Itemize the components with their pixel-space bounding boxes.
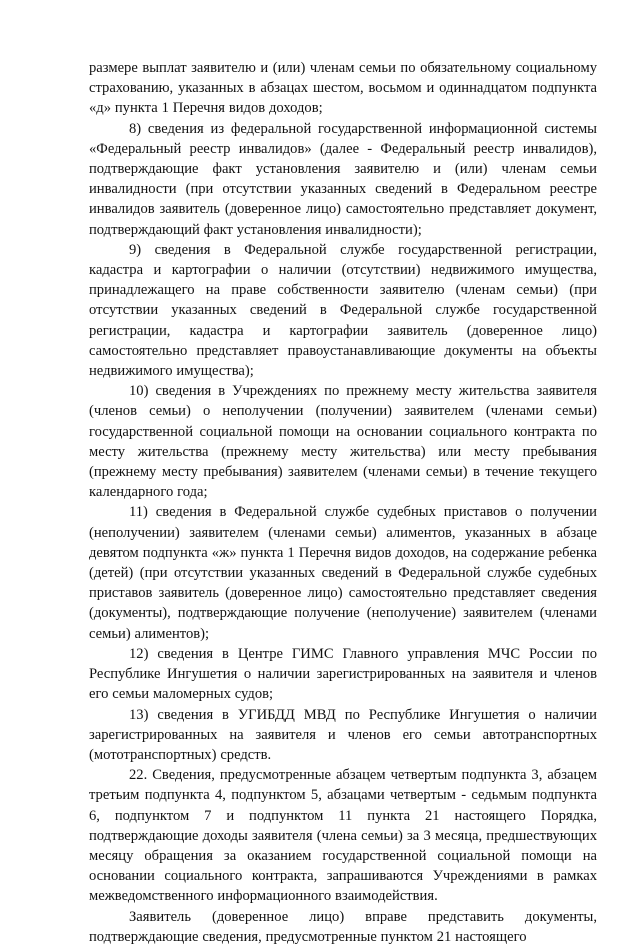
- document-page: [89, 58, 597, 947]
- paragraph-item-8: 8) сведения из федеральной государственной информационной системы «Федеральный реестр инвалидов» (далее - Федеральный реестр инвалидов), подтверждающие факт установления заявителю и (или) членам семьи инвалидности (при отсутствии указанных сведений в Федеральном реестре инвалидов заявитель (доверенное лицо) самостоятельно представляет документ, подтверждающий факт установления инвалидности);: [89, 120, 597, 238]
- paragraph-item-9: 9) сведения в Федеральной службе государственной регистрации, кадастра и картографии о наличии (отсутствии) недвижимого имущества, принадлежащего на праве собственности заявителю (членам семьи) (при отсутствии указанных сведений в Федеральной службе государственной регистрации, кадастра и картографии заявитель (доверенное лицо) самостоятельно представляет правоустанавливающие документы на объекты недвижимого имущества);: [89, 241, 597, 380]
- paragraph-item-11: 11) сведения в Федеральной службе судебных приставов о получении (неполучении) заявителем (членами семьи) алиментов, указанных в абзаце девятом подпункта «ж» пункта 1 Перечня видов доходов, на содержание ребенка (детей) (при отсутствии указанных сведений в Федеральной службе судебных приставов заявитель (доверенное лицо) самостоятельно представляет сведения (документы), подтверждающие получение (неполучение) заявителем (членами семьи) алиментов);: [89, 504, 597, 642]
- paragraph-section-22: 22. Сведения, предусмотренные абзацем четвертым подпункта 3, абзацем третьим подпункта 4, подпунктом 5, абзацами четвертым - седьмым подпункта 6, подпунктом 7 и подпунктом 11 пункта 21 настоящего Порядка, подтверждающие доходы заявителя (члена семьи) за 3 месяца, предшествующих месяцу обращения за оказанием государственной социальной помощи на основании социального контракта, запрашиваются Учреждениями в рамках межведомственного информационного взаимодействия.: [89, 767, 597, 905]
- paragraph-item-10: 10) сведения в Учреждениях по прежнему месту жительства заявителя (членов семьи) о неполучении (получении) заявителем (членами семьи) государственной социальной помощи на основании социального контракта по месту жительства (прежнему месту жительства) или месту пребывания (прежнему месту пребывания) заявителем (членами семьи) в течение текущего календарного года;: [89, 383, 597, 501]
- paragraph-continuation: размере выплат заявителю и (или) членам семьи по обязательному социальному страхованию, указанных в абзацах шестом, восьмом и одиннадцатом подпункта «д» пункта 1 Перечня видов доходов;: [89, 60, 597, 117]
- paragraph-item-12: 12) сведения в Центре ГИМС Главного управления МЧС России по Республике Ингушетия о наличии зарегистрированных на заявителя и членов его семьи маломерных судов;: [89, 645, 597, 703]
- paragraph-item-13: 13) сведения в УГИБДД МВД по Республике Ингушетия о наличии зарегистрированных на заявителя и членов его семьи автотранспортных (мототранспортных) средств.: [89, 706, 597, 763]
- paragraph-applicant: Заявитель (доверенное лицо) вправе представить документы, подтверждающие сведения, предусмотренные пунктом 21 настоящего: [89, 908, 597, 945]
